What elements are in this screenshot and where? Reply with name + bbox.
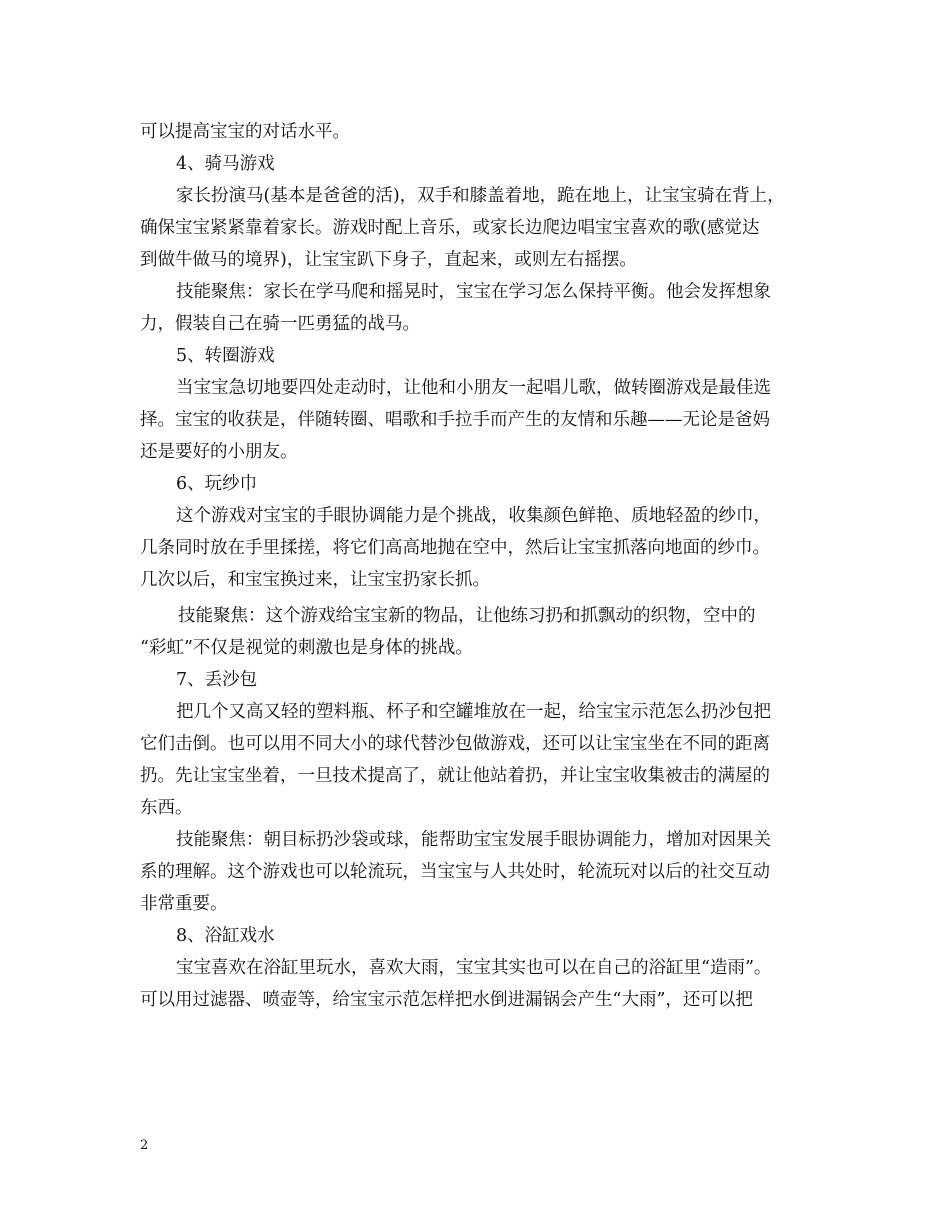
text-line: 非常重要。 — [140, 894, 228, 914]
text-line: 系的理解。这个游戏也可以轮流玩，当宝宝与人共处时，轮流玩对以后的社交互动 — [140, 862, 770, 882]
text-line: 几次以后，和宝宝换过来，让宝宝扔家长抓。 — [140, 570, 490, 590]
text-line: 技能聚焦：这个游戏给宝宝新的物品，让他练习扔和抓飘动的织物，空中的 — [178, 606, 756, 626]
text-line: 可以提高宝宝的对话水平。 — [140, 122, 350, 142]
text-line: 择。宝宝的收获是，伴随转圈、唱歌和手拉手而产生的友情和乐趣——无论是爸妈 — [140, 410, 770, 430]
section-heading: 6、玩纱巾 — [176, 474, 258, 494]
text-line: 家长扮演马(基本是爸爸的活)，双手和膝盖着地，跪在地上，让宝宝骑在背上， — [176, 186, 785, 206]
text-line: 几条同时放在手里揉搓，将它们高高地抛在空中，然后让宝宝抓落向地面的纱巾。 — [140, 538, 770, 558]
text-line: 这个游戏对宝宝的手眼协调能力是个挑战，收集颜色鲜艳、质地轻盈的纱巾， — [176, 506, 771, 526]
text-line: 它们击倒。也可以用不同大小的球代替沙包做游戏，还可以让宝宝坐在不同的距离 — [140, 734, 770, 754]
text-line: 当宝宝急切地要四处走动时，让他和小朋友一起唱儿歌，做转圈游戏是最佳选 — [176, 378, 771, 398]
text-line: 还是要好的小朋友。 — [140, 442, 298, 462]
text-line: “彩虹”不仅是视觉的刺激也是身体的挑战。 — [140, 638, 473, 658]
text-line: 到做牛做马的境界)，让宝宝趴下身子，直起来，或则左右摇摆。 — [140, 250, 637, 270]
text-line: 宝宝喜欢在浴缸里玩水，喜欢大雨，宝宝其实也可以在自己的浴缸里“造雨”。 — [176, 958, 772, 978]
section-heading: 5、转圈游戏 — [176, 346, 275, 366]
text-line: 扔。先让宝宝坐着，一旦技术提高了，就让他站着扔，并让宝宝收集被击的满屋的 — [140, 766, 770, 786]
text-line: 东西。 — [140, 798, 193, 818]
text-line: 力，假装自己在骑一匹勇猛的战马。 — [140, 314, 420, 334]
page-number: 2 — [140, 1138, 149, 1153]
section-heading: 7、丢沙包 — [176, 670, 258, 690]
text-line: 技能聚焦：朝目标扔沙袋或球，能帮助宝宝发展手眼协调能力，增加对因果关 — [176, 830, 771, 850]
section-heading: 8、浴缸戏水 — [176, 926, 275, 946]
text-line: 可以用过滤器、喷壶等，给宝宝示范怎样把水倒进漏锅会产生“大雨”，还可以把 — [140, 990, 753, 1010]
section-heading: 4、骑马游戏 — [176, 154, 275, 174]
text-line: 技能聚焦：家长在学马爬和摇晃时，宝宝在学习怎么保持平衡。他会发挥想象 — [176, 282, 771, 302]
text-line: 确保宝宝紧紧靠着家长。游戏时配上音乐，或家长边爬边唱宝宝喜欢的歌(感觉达 — [140, 218, 760, 238]
text-line: 把几个又高又轻的塑料瓶、杯子和空罐堆放在一起，给宝宝示范怎么扔沙包把 — [176, 702, 771, 722]
